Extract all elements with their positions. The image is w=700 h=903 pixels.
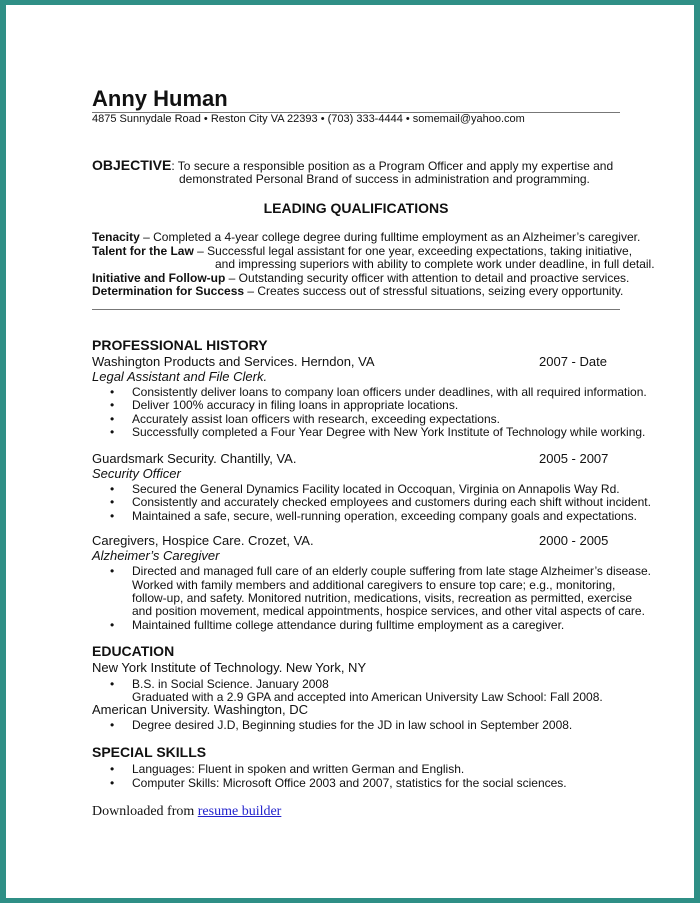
job-title: Security Officer bbox=[92, 466, 181, 481]
qualification-label: Initiative and Follow-up bbox=[92, 271, 226, 285]
objective-text: : To secure a responsible position as a Program Officer and apply my expertise and bbox=[171, 159, 614, 173]
qualification-item bbox=[92, 244, 632, 258]
qualification-text: – Creates success out of stressful situations, seizing every opportunity. bbox=[244, 284, 624, 298]
job-title: Alzheimer’s Caregiver bbox=[92, 548, 220, 563]
objective-text-cont: demonstrated Personal Brand of success in administration and programming. bbox=[179, 172, 590, 186]
job-dates: 2007 - Date bbox=[539, 354, 607, 369]
qualification-item bbox=[92, 284, 623, 298]
education-heading: EDUCATION bbox=[92, 643, 175, 659]
section-divider bbox=[92, 309, 620, 310]
qualifications-heading: LEADING QUALIFICATIONS bbox=[263, 200, 449, 216]
candidate-name: Anny Human bbox=[92, 86, 228, 111]
school-name: New York Institute of Technology. New York, NY bbox=[92, 660, 367, 675]
resume-page: Anny Human 4875 Sunnydale Road • Reston City VA 22393 • (703) 333-4444 • somemail@yahoo.com OBJECTIVE: To secure a responsible position as a Program Officer and apply my expertise and demonstrated Personal Brand of success in administration and programming. LEADING QUALIFICATIONS Tenacity – Completed a 4-year college degree during fulltime employment as an Alzheimer’s caregiver. Talent for the Law – Successful legal assistant for one year, exceeding expectations, taking initiative, and impressing superiors with ability to complete work under deadline, in full detail. Initiative and Follow-up – Outstanding security officer with attention to detail and proactive services. Determination for Success – Creates success out of stressful situations, seizing every opportunity. PROFESSIONAL HISTORY Washington Products and Services. Herndon, VA 2007 - Date Legal Assistant and File Clerk. • Consistently deliver loans to company loan officers under deadlines, with all required information. • Deliver 100% accuracy in filing loans in appropriate locations. • Accurately assist loan officers with research, exceeding expectations. • Successfully completed a Four Year Degree with New York Institute of Technology while working. Guardsmark Security. Chantilly, VA. 2005 - 2007 Security Officer • Secured the General Dynamics Facility located in Occoquan, Virginia on Annapolis Way Rd. • Consistently and accurately checked employees and customers during each shift without incident. • Maintained a safe, secure, well-running operation, exceeding company goals and expectations. Caregivers, Hospice Care. Crozet, VA. 2000 - 2005 Alzheimer’s Caregiver • Directed and managed full care of an elderly couple suffering from late stage Alzheimer’s disease. Worked with family members and additional caregivers to ensure top care; e.g., monitoring, follow-up, and safety. Monitored nutrition, medications, visits, recreation as permitted, exercise and position movement, medical appointments, hospice services, and other vital aspects of care. • Maintained fulltime college attendance during fulltime employment as a caregiver. EDUCATION New York Institute of Technology. New York, NY • B.S. in Social Science. January 2008 Graduated with a 2.9 GPA and accepted into American University Law School: Fall 2008. American University. Washington, DC • Degree desired J.D, Beginning studies for the JD in law school in September 2008. SPECIAL SKILLS • Languages: Fluent in spoken and written German and English. • Computer Skills: Microsoft Office 2003 and 2007, statistics for the social sciences. Downloaded from resume builder bbox=[6, 5, 694, 898]
job-dates: 2000 - 2005 bbox=[539, 533, 609, 548]
objective-label: OBJECTIVE bbox=[92, 157, 172, 173]
qualification-text-cont: and impressing superiors with ability to complete work under deadline, in full detail. bbox=[215, 257, 655, 271]
history-heading: PROFESSIONAL HISTORY bbox=[92, 337, 268, 353]
job-title: Legal Assistant and File Clerk. bbox=[92, 369, 268, 384]
qualification-text: – Outstanding security officer with attention to detail and proactive services. bbox=[225, 271, 630, 285]
job-employer: Guardsmark Security. Chantilly, VA. bbox=[92, 451, 297, 466]
qualification-item bbox=[92, 230, 640, 244]
qualification-text: – Completed a 4-year college degree during fulltime employment as an Alzheimer’s caregiver. bbox=[139, 230, 641, 244]
list-item-cont: Worked with family members and additional caregivers to ensure top care; e.g., monitoring, bbox=[132, 578, 616, 592]
list-item-cont: Graduated with a 2.9 GPA and accepted into American University Law School: Fall 2008. bbox=[132, 690, 603, 704]
job-dates: 2005 - 2007 bbox=[539, 451, 609, 466]
download-prefix: Downloaded from bbox=[92, 804, 198, 819]
qualification-label: Determination for Success bbox=[92, 284, 245, 298]
qualification-label: Talent for the Law bbox=[92, 244, 194, 258]
job-employer: Washington Products and Services. Herndon, VA bbox=[92, 354, 375, 369]
qualification-item bbox=[92, 271, 629, 285]
school-name: American University. Washington, DC bbox=[92, 702, 309, 717]
job-employer: Caregivers, Hospice Care. Crozet, VA. bbox=[92, 533, 314, 548]
contact-line: 4875 Sunnydale Road • Reston City VA 22393 • (703) 333-4444 • somemail@yahoo.com bbox=[92, 113, 525, 125]
skills-heading: SPECIAL SKILLS bbox=[92, 744, 207, 760]
list-item-cont: and position movement, medical appointments, hospice services, and other vital aspects of care. bbox=[132, 604, 645, 618]
download-note bbox=[92, 804, 281, 820]
qualification-label: Tenacity bbox=[92, 230, 140, 244]
list-item-cont: follow-up, and safety. Monitored nutrition, medications, visits, recreation as permitted, exercise bbox=[132, 591, 633, 605]
resume-builder-link[interactable]: resume builder bbox=[197, 804, 282, 819]
qualification-text: – Successful legal assistant for one year, exceeding expectations, taking initiative, bbox=[193, 244, 633, 258]
